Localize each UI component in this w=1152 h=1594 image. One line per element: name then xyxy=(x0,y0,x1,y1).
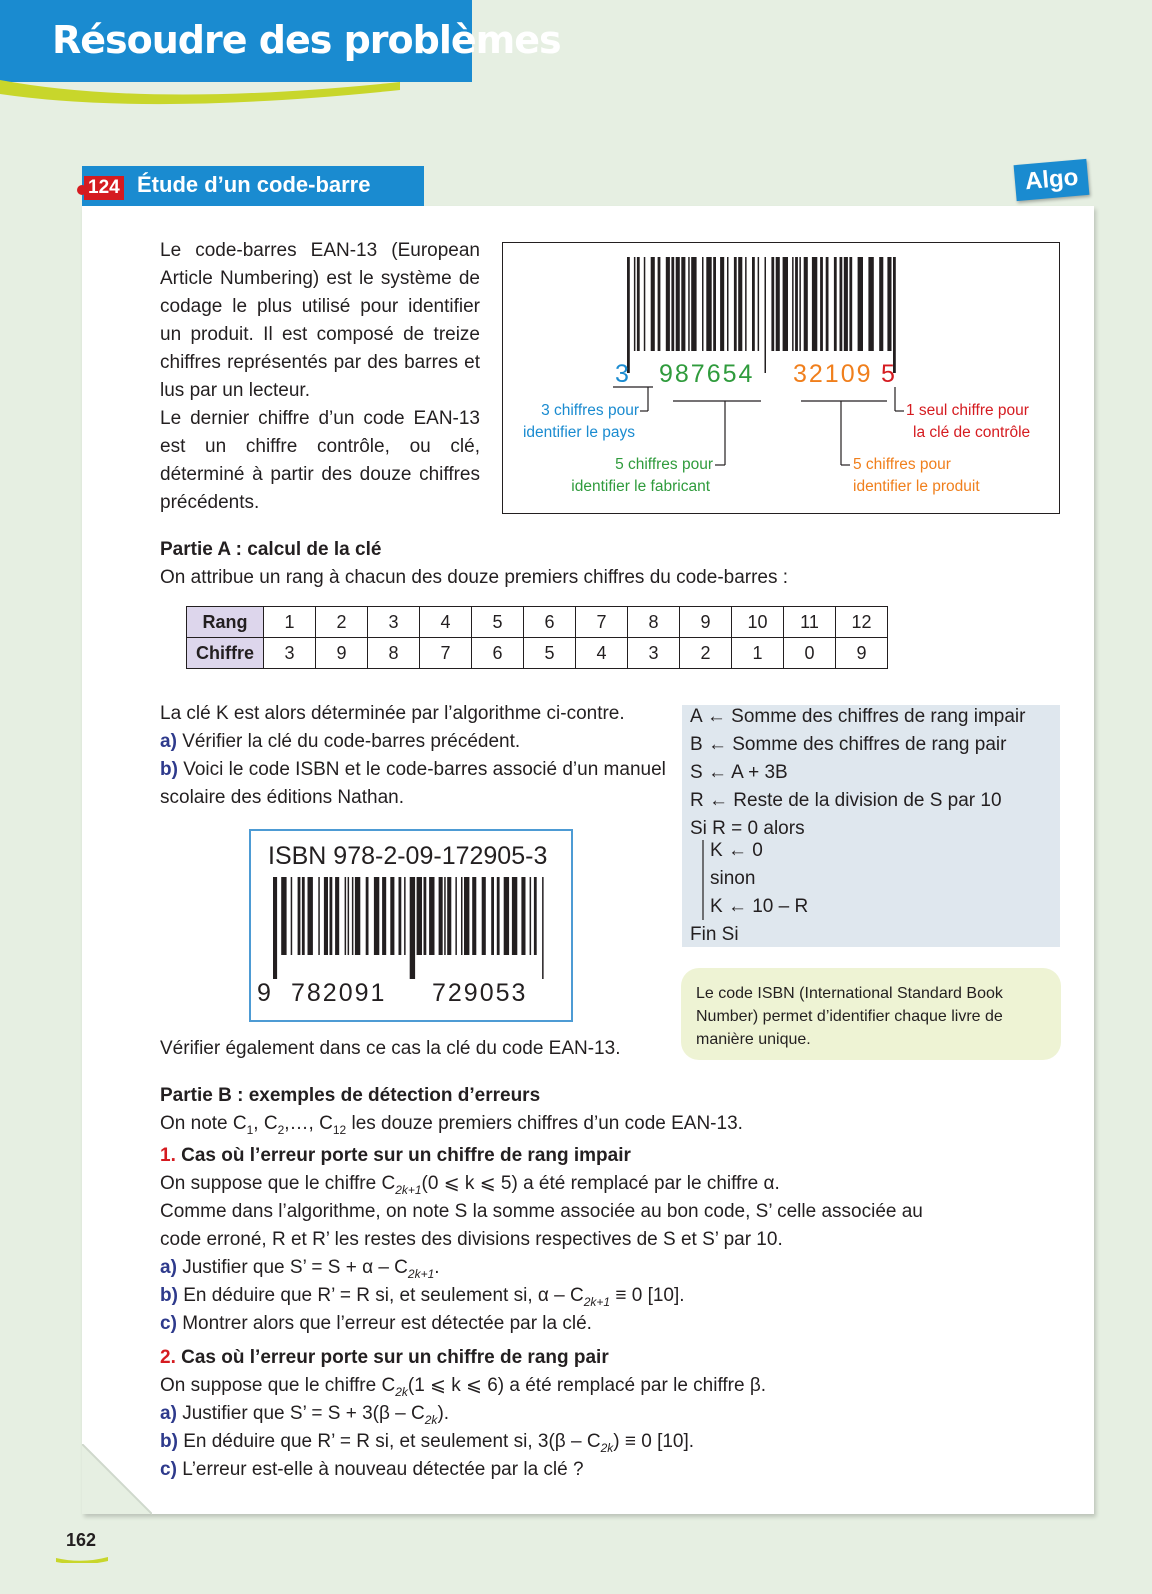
barcode-bar xyxy=(497,877,500,955)
barcode-bar xyxy=(720,257,724,351)
partB-q1-title xyxy=(160,1142,631,1170)
table-cell: 9 xyxy=(680,607,732,638)
algo-tag: Algo xyxy=(1014,159,1090,201)
table-header-rang: Rang xyxy=(187,607,264,638)
subscript: 2k xyxy=(600,1440,614,1455)
text: ) ≡ 0 [10]. xyxy=(613,1431,695,1452)
barcode-bar xyxy=(355,877,360,955)
barcode-bar xyxy=(771,257,774,351)
barcode-bar xyxy=(887,257,891,351)
partA-verify: Vérifier également dans ce cas la clé du code EAN-13. xyxy=(160,1038,621,1059)
barcode-bar xyxy=(302,877,305,955)
partA-question-b-line2: scolaire des éditions Nathan. xyxy=(160,787,404,808)
table-row xyxy=(187,607,888,638)
table-cell: 2 xyxy=(680,638,732,669)
rank-table xyxy=(186,606,888,669)
label-prod-2: identifier le produit xyxy=(853,478,980,495)
subscript: 1 xyxy=(246,1122,254,1137)
table-cell: 11 xyxy=(784,607,836,638)
question-label: a) xyxy=(160,1257,177,1278)
partA-title: Partie A : calcul de la clé xyxy=(160,539,382,560)
text: . xyxy=(434,1257,440,1278)
partB-intro xyxy=(160,1110,743,1144)
label-fab-2: identifier le fabricant xyxy=(571,478,710,495)
barcode-bar xyxy=(893,257,896,373)
barcode-bar xyxy=(439,877,443,955)
isbn-barcode xyxy=(251,831,571,1020)
subscript: 12 xyxy=(332,1122,347,1137)
table-cell: 10 xyxy=(732,607,784,638)
isbn-note-text: Le code ISBN (International Standard Book Number) permet d’identifier chaque livre de manière unique. xyxy=(696,985,1003,1048)
text: Justifier que S’ = S + α – C xyxy=(182,1257,408,1278)
barcode-bar xyxy=(512,877,517,955)
barcode-bar xyxy=(324,877,328,955)
digits-produit: 32109 xyxy=(793,360,873,388)
barcode-bar xyxy=(464,877,469,955)
partA-line1: La clé K est alors déterminée par l’algorithme ci-contre. xyxy=(160,703,625,724)
barcode-bar xyxy=(738,257,742,351)
barcode-bar xyxy=(390,877,394,955)
barcode-bar xyxy=(308,877,313,955)
isbn-digit-first: 9 xyxy=(257,979,271,1007)
table-cell: 7 xyxy=(420,638,472,669)
table-cell: 9 xyxy=(836,638,888,669)
barcode-bar xyxy=(799,257,801,351)
text: On suppose que le chiffre C xyxy=(160,1375,396,1396)
isbn-group2: 729053 xyxy=(432,979,528,1007)
barcode-bar xyxy=(366,877,369,955)
isbn-bars xyxy=(273,877,544,979)
barcode-bar xyxy=(671,257,674,351)
barcode-bar xyxy=(382,877,386,955)
partB-q2-title xyxy=(160,1344,609,1372)
barcode-bar xyxy=(792,257,794,351)
barcode-bar xyxy=(691,257,696,351)
barcode-bar xyxy=(461,877,463,955)
table-cell: 1 xyxy=(264,607,316,638)
barcode-bar xyxy=(776,257,780,351)
barcode-bar xyxy=(713,257,716,351)
text: En déduire que R’ = R si, et seulement si, α – C xyxy=(183,1285,584,1306)
barcode-diagram xyxy=(503,243,1059,513)
label-pays-2: identifier le pays xyxy=(522,424,635,441)
table-cell: 3 xyxy=(264,638,316,669)
barcode-bar xyxy=(410,877,415,979)
text: ≡ 0 [10]. xyxy=(610,1285,685,1306)
barcode-bar xyxy=(429,877,434,955)
subscript: 2k+1 xyxy=(395,1182,422,1197)
text: Montrer alors que l’erreur est détectée par la clé. xyxy=(182,1313,592,1334)
barcode-bar xyxy=(734,257,737,351)
barcode-bar xyxy=(281,877,286,955)
barcode-bar xyxy=(849,257,852,351)
barcode-bar xyxy=(651,257,655,351)
text: (1 ⩽ k ⩽ 6) a été remplacé par le chiffre β. xyxy=(407,1375,767,1396)
isbn-text: ISBN 978-2-09-172905-3 xyxy=(268,842,548,870)
intro-paragraph-2: Le dernier chiffre d’un code EAN-13 est un chiffre contrôle, ou clé, déterminé à partir des douze chiffres précédents. xyxy=(160,408,480,513)
question-number: 2. xyxy=(160,1347,176,1368)
label-cle-2: la clé de contrôle xyxy=(913,424,1031,441)
barcode-bar xyxy=(758,257,760,351)
question-label: a) xyxy=(160,731,177,752)
barcode-bar xyxy=(530,877,532,955)
question-label: b) xyxy=(160,1431,178,1452)
label-fab-1: 5 chiffres pour xyxy=(615,456,713,473)
barcode-bar xyxy=(447,877,451,955)
question-label: b) xyxy=(160,1285,178,1306)
label-cle-1: 1 seul chiffre pour xyxy=(906,402,1029,419)
algo-line: R ← Reste de la division de S par 10 xyxy=(690,790,1002,811)
partB-q1-line2: Comme dans l’algorithme, on note S la somme associée au bon code, S’ celle associée au xyxy=(160,1201,923,1222)
subscript: 2 xyxy=(277,1122,285,1137)
barcode-bar xyxy=(879,257,883,351)
question-text: Voici le code ISBN et le code-barres associé d’un manuel xyxy=(183,759,666,780)
algo-line: K ← 10 – R xyxy=(710,896,809,917)
barcode-bar xyxy=(472,877,476,955)
barcode-bar xyxy=(444,877,446,955)
table-cell: 6 xyxy=(472,638,524,669)
banner-swoosh xyxy=(0,60,400,106)
digits-fabricant: 987654 xyxy=(659,360,755,388)
chapter-title: Résoudre des problèmes xyxy=(52,18,561,62)
barcode-bar xyxy=(812,257,817,351)
barcode-bar xyxy=(868,257,873,351)
label-pays-1: 3 chiffres pour xyxy=(541,402,639,419)
barcode-bar xyxy=(542,877,544,979)
question-label: c) xyxy=(160,1459,177,1480)
barcode-bar xyxy=(752,257,755,351)
algo-line: Fin Si xyxy=(690,924,739,945)
barcode-bar xyxy=(352,877,354,955)
table-header-chiffre: Chiffre xyxy=(187,638,264,669)
table-cell: 0 xyxy=(784,638,836,669)
barcode-bar xyxy=(844,257,848,351)
table-cell: 3 xyxy=(368,607,420,638)
barcode-bar xyxy=(482,877,486,955)
barcode-bar xyxy=(745,257,747,351)
partB-q1-line3: code erroné, R et R’ les restes des divisions respectives de S et S’ par 10. xyxy=(160,1229,783,1250)
barcode-bar xyxy=(676,257,680,351)
question-label: a) xyxy=(160,1403,177,1424)
bracket-lines xyxy=(613,387,904,465)
barcode-bar xyxy=(521,877,525,955)
label-prod-1: 5 chiffres pour xyxy=(853,456,951,473)
text: Justifier que S’ = S + 3(β – C xyxy=(182,1403,425,1424)
algo-line: B ← Somme des chiffres de rang pair xyxy=(690,734,1007,755)
barcode-bar xyxy=(644,257,646,351)
intro-text xyxy=(160,237,480,517)
question-title: Cas où l’erreur porte sur un chiffre de rang impair xyxy=(181,1145,631,1166)
table-cell: 9 xyxy=(316,638,368,669)
subscript: 2k+1 xyxy=(583,1294,611,1309)
algo-line: A ← Somme des chiffres de rang impair xyxy=(690,706,1026,727)
barcode-bar xyxy=(627,257,630,373)
barcode-bar xyxy=(455,877,457,955)
table-cell: 1 xyxy=(732,638,784,669)
barcode-bar xyxy=(706,257,711,351)
question-label: b) xyxy=(160,759,178,780)
subscript: 2k xyxy=(424,1412,438,1427)
table-cell: 4 xyxy=(420,607,472,638)
exercise-number: 124 xyxy=(84,176,124,200)
text: On suppose que le chiffre C xyxy=(160,1173,396,1194)
barcode-bar xyxy=(335,877,339,955)
table-cell: 2 xyxy=(316,607,368,638)
barcode-bar xyxy=(702,257,704,351)
table-cell: 5 xyxy=(524,638,576,669)
barcode-bar xyxy=(727,257,729,351)
isbn-group1: 782091 xyxy=(291,979,387,1007)
digit-cle: 5 xyxy=(881,360,895,388)
partB-title: Partie B : exemples de détection d’erreurs xyxy=(160,1085,541,1106)
card-fold-corner xyxy=(82,1444,152,1516)
page-number: 162 xyxy=(66,1530,97,1550)
table-cell: 12 xyxy=(836,607,888,638)
table-cell: 7 xyxy=(576,607,628,638)
barcode-bar xyxy=(834,257,837,351)
text: L’erreur est-elle à nouveau détectée par la clé ? xyxy=(182,1459,584,1480)
text: ). xyxy=(437,1403,450,1424)
barcode-bar xyxy=(424,877,427,955)
algo-line: Si R = 0 alors xyxy=(690,818,805,839)
subscript: 2k xyxy=(395,1384,408,1399)
barcode-bar xyxy=(681,257,685,351)
barcode-bar xyxy=(634,257,636,351)
partA-intro: On attribue un rang à chacun des douze premiers chiffres du code-barres : xyxy=(160,567,789,588)
barcode-bar xyxy=(298,877,301,955)
text: (0 ⩽ k ⩽ 5) a été remplacé par le chiffre α. xyxy=(421,1173,780,1194)
barcode-bar xyxy=(291,877,293,955)
barcode-bar xyxy=(273,877,277,979)
table-cell: 6 xyxy=(524,607,576,638)
algo-line: K ← 0 xyxy=(710,840,763,861)
question-number: 1. xyxy=(160,1145,176,1166)
barcode-bar xyxy=(534,877,537,955)
barcode-bar xyxy=(783,257,788,351)
barcode-bar xyxy=(858,257,863,351)
text: , C xyxy=(253,1113,278,1134)
barcode-bar xyxy=(504,877,509,955)
barcode-bar xyxy=(404,877,406,955)
text: En déduire que R’ = R si, et seulement si, 3(β – C xyxy=(183,1431,601,1452)
table-cell: 4 xyxy=(576,638,628,669)
text: On note C xyxy=(160,1113,247,1134)
subscript: 2k+1 xyxy=(407,1266,435,1281)
barcode-bar xyxy=(658,257,661,351)
table-cell: 3 xyxy=(628,638,680,669)
barcode-bar xyxy=(374,877,379,955)
barcode-bar xyxy=(688,257,690,351)
partB-q1-c xyxy=(160,1310,592,1338)
algo-line: S ← A + 3B xyxy=(690,762,788,783)
barcode-bar xyxy=(348,877,350,955)
barcode-bar xyxy=(804,257,808,351)
text: les douze premiers chiffres d’un code EAN-13. xyxy=(346,1113,743,1134)
barcode-bar xyxy=(417,877,422,955)
barcode-bar xyxy=(345,877,347,955)
text: ,…, C xyxy=(284,1113,333,1134)
question-label: c) xyxy=(160,1313,177,1334)
page-number-underline xyxy=(56,1555,108,1563)
barcode-bar xyxy=(330,877,333,955)
barcode-bar xyxy=(765,257,767,373)
partA-question-a xyxy=(160,728,520,756)
barcode-bar xyxy=(840,257,843,351)
intro-paragraph-1: Le code-barres EAN-13 (European Article Numbering) est le système de codage le plus utilisé pour identifier un produit. Il est composé de treize chiffres représentés par des barres et lus par un lecteur. xyxy=(160,240,480,401)
algo-line: sinon xyxy=(710,868,756,889)
table-cell: 5 xyxy=(472,607,524,638)
partB-q2-c xyxy=(160,1456,584,1484)
barcode-bar xyxy=(318,877,320,955)
barcode-bar xyxy=(637,257,640,351)
table-cell: 8 xyxy=(368,638,420,669)
partA-question-b xyxy=(160,756,666,784)
question-text: Vérifier la clé du code-barres précédent. xyxy=(182,731,521,752)
barcode-bar xyxy=(491,877,494,955)
exercise-title: Étude d’un code-barre xyxy=(137,172,371,197)
barcode-bars xyxy=(627,257,896,373)
barcode-bar xyxy=(826,257,829,351)
algo-indent-bar xyxy=(700,840,706,920)
barcode-bar xyxy=(820,257,823,351)
table-cell: 8 xyxy=(628,607,680,638)
digit-pays: 3 xyxy=(615,360,629,388)
barcode-bar xyxy=(666,257,670,351)
table-row xyxy=(187,638,888,669)
barcode-bar xyxy=(795,257,798,351)
barcode-bar xyxy=(399,877,402,955)
question-title: Cas où l’erreur porte sur un chiffre de rang pair xyxy=(181,1347,609,1368)
